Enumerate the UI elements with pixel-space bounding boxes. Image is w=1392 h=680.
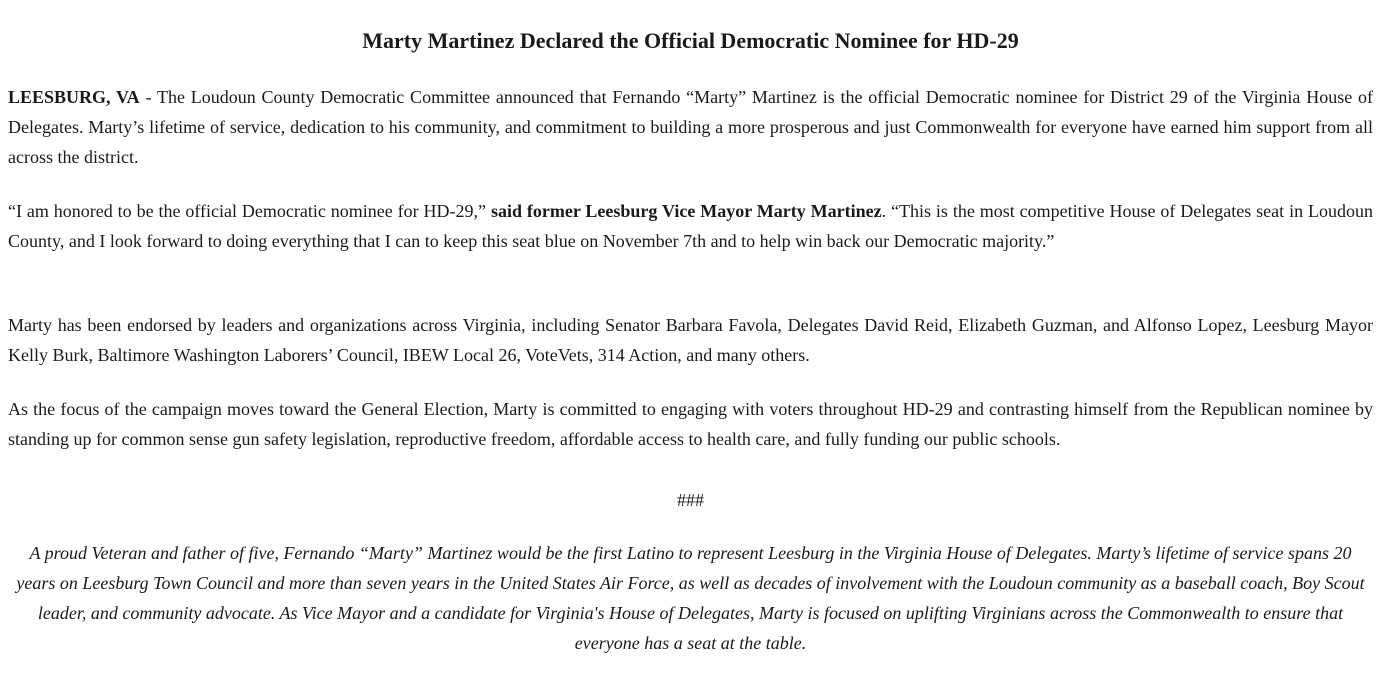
- paragraph-quote: [8, 196, 1373, 256]
- page-title: Marty Martinez Declared the Official Democratic Nominee for HD-29: [362, 28, 1019, 53]
- paragraph-endorsements: Marty has been endorsed by leaders and organizations across Virginia, including Senator Barbara Favola, Delegates David Reid, Elizabeth Guzman, and Alfonso Lopez, Leesburg Mayor Kelly Burk, Baltimore Washington Laborers’ Council, IBEW Local 26, VoteVets, 314 Action, and many others.: [8, 315, 1373, 365]
- candidate-bio: A proud Veteran and father of five, Fernando “Marty” Martinez would be the first Latino to represent Leesburg in the Virginia House of Delegates. Marty’s lifetime of service spans 20 years on Leesburg Town Council and more than seven years in the United States Air Force, as well as decades of involvement with the Loudoun community as a baseball coach, Boy Scout leader, and community advocate. As Vice Mayor and a candidate for Virginia's House of Delegates, Marty is focused on uplifting Virginians across the Commonwealth to ensure that everyone has a seat at the table.: [16, 543, 1365, 653]
- dateline: LEESBURG, VA: [8, 87, 140, 107]
- quote-start: “I am honored to be the official Democratic nominee for HD-29,”: [8, 201, 491, 221]
- paragraph-campaign-focus: As the focus of the campaign moves toward the General Election, Marty is committed to engaging with voters throughout HD-29 and contrasting himself from the Republican nominee by standing up for common sense gun safety legislation, reproductive freedom, affordable access to health care, and fully funding our public schools.: [8, 399, 1373, 449]
- intro-text: - The Loudoun County Democratic Committee announced that Fernando “Marty” Martinez is the official Democratic nominee for District 29 of the Virginia House of Delegates. Marty’s lifetime of service, dedication to his community, and commitment to building a more prosperous and just Commonwealth for everyone have earned him support from all across the district.: [8, 87, 1373, 167]
- quote-end: . “This is the most competitive House of Delegates seat in Loudoun County, and I look forward to doing everything that I can to keep this seat blue on November 7th and to help win back our Democratic majority.”: [8, 201, 1373, 251]
- quote-attribution: said former Leesburg Vice Mayor Marty Martinez: [490, 201, 882, 221]
- paragraph-intro: [8, 82, 1373, 172]
- section-separator: ###: [677, 490, 704, 510]
